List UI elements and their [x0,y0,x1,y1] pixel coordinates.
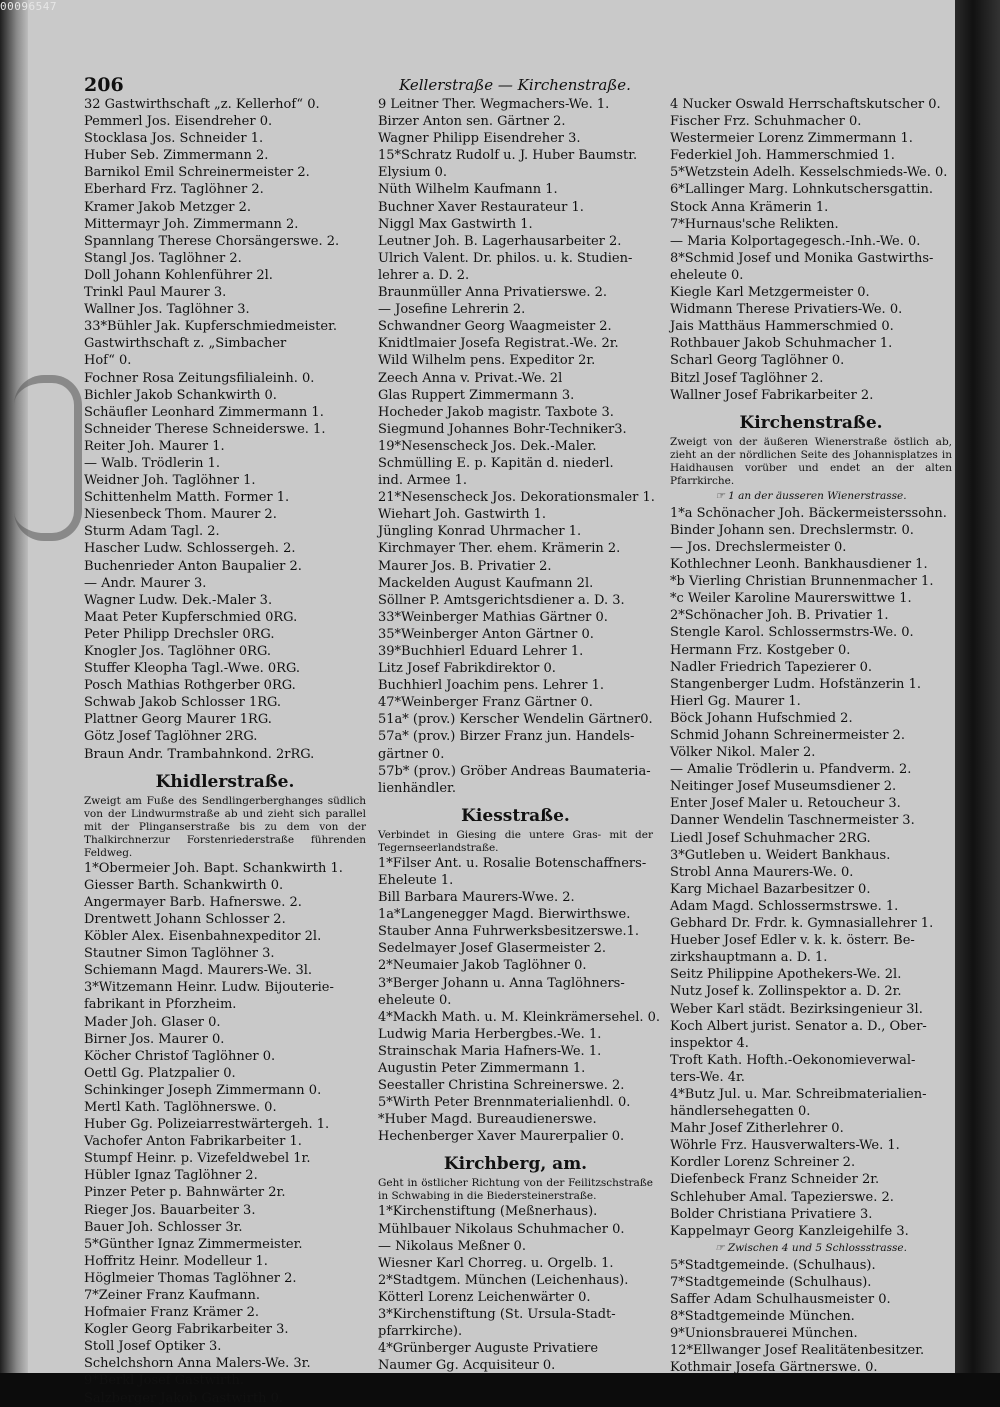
directory-entry: Ludwig Maria Herbergbes.-We. 1. [378,1026,602,1042]
directory-entry: 7*Hurnaus'sche Relikten. [670,216,839,232]
directory-entry: Birner Jos. Maurer 0. [84,1031,225,1047]
directory-entry: Oettl Gg. Platzpalier 0. [84,1065,236,1081]
directory-entry: Augustin Peter Zimmermann 1. [378,1060,586,1076]
directory-entry: Glas Ruppert Zimmermann 3. [378,387,575,403]
section-note: ☞ Zwischen 4 und 5 Schlossstrasse. [715,1241,907,1254]
directory-entry: *Huber Magd. Bureaudienerswe. [378,1112,597,1128]
directory-entry: Weber Karl städt. Bezirksingenieur 3l. [670,1001,923,1017]
directory-entry: eheleute 0. [670,267,744,283]
directory-entry: Kramer Jakob Metzger 2. [84,199,252,215]
street-heading: Kirchenstraße. [739,412,883,433]
directory-entry: Koch Albert jurist. Senator a. D., Ober- [670,1018,927,1034]
directory-entry: Litz Josef Fabrikdirektor 0. [378,661,556,677]
directory-entry: 5*Wetzstein Adelh. Kesselschmieds-We. 0. [670,165,948,181]
directory-entry: Buchner Xaver Restaurateur 1. [378,199,584,215]
directory-entry: Drentwett Johann Schlosser 2. [84,911,286,927]
directory-entry: Strainschak Maria Hafners-We. 1. [378,1043,602,1059]
directory-entry: Schlehuber Amal. Tapezierswe. 2. [670,1189,894,1205]
directory-entry: lienhändler. [378,780,456,796]
directory-entry: Schmülling E. p. Kapitän d. niederl. [378,455,614,471]
directory-entry: Wallner Josef Fabrikarbeiter 2. [670,387,874,403]
directory-entry: Scharl Georg Taglöhner 0. [670,353,845,369]
directory-entry: Hofmaier Franz Krämer 2. [84,1305,260,1321]
directory-entry: *c Weiler Karoline Maurerswittwe 1. [670,591,912,607]
directory-entry: Jais Matthäus Hammerschmied 0. [670,319,894,335]
directory-entry: 4*Grünberger Auguste Privatiere [378,1341,599,1357]
directory-entry: Pinzer Peter p. Bahnwärter 2r. [84,1185,286,1201]
directory-entry: Völker Nikol. Maler 2. [670,745,816,761]
directory-entry: Sturm Adam Tagl. 2. [84,524,220,540]
adjacent-page-edge [955,0,1000,1373]
directory-entry: Wagner Ludw. Dek.-Maler 3. [84,592,273,608]
directory-entry: Federkiel Joh. Hammerschmied 1. [670,148,895,164]
directory-entry: Kappelmayr Georg Kanzleigehilfe 3. [670,1223,909,1239]
directory-entry: 3*Berger Johann u. Anna Taglöhners- [378,975,625,991]
directory-entry: Köcher Christof Taglöhner 0. [84,1048,276,1064]
directory-entry: Liedl Josef Schuhmacher 2RG. [670,830,871,846]
street-description: Zweigt am Fuße des Sendlingerberghanges südlich von der Lindwurmstraße ab und zieht sich parallel mit der Plinganserstraße bis zu dem von der Thalkirchnerzur Forstenriederstraße führenden Feldweg. [84,794,366,859]
directory-entry: Stautner Simon Taglöhner 3. [84,946,275,962]
directory-entry: Niesenbeck Thom. Maurer 2. [84,507,277,523]
directory-entry: Rieger Jos. Bauarbeiter 3. [84,1202,256,1218]
directory-entry: 2*Neumaier Jakob Taglöhner 0. [378,958,587,974]
directory-entry: Naumer Gg. Acquisiteur 0. [378,1358,556,1374]
directory-entry: Schäufler Leonhard Zimmermann 1. [84,404,324,420]
directory-entry: Nadler Friedrich Tapezierer 0. [670,659,872,675]
directory-entry: 6*Lallinger Marg. Lohnkutschersgattin. [670,182,933,198]
directory-entry: Troft Kath. Hofth.-Oekonomieverwal- [670,1052,916,1068]
directory-entry: Eheleute 1. [378,872,454,888]
binder-clip [14,375,82,541]
directory-entry: Knogler Jos. Taglöhner 0RG. [84,644,272,659]
directory-entry: 1*a Schönacher Joh. Bäckermeisterssohn. [670,505,947,521]
directory-entry: Kothlechner Leonh. Bankhausdiener 1. [670,557,928,573]
directory-entry: Mittermayr Joh. Zimmermann 2. [84,216,299,232]
directory-entry: Gastwirthschaft z. „Simbacher [84,336,287,352]
directory-entry: Fochner Rosa Zeitungsfilialeinh. 0. [84,370,315,386]
directory-entry: 1*Filser Ant. u. Rosalie Botenschaffners- [378,855,647,871]
directory-entry: Vachofer Anton Fabrikarbeiter 1. [84,1134,302,1150]
directory-entry: 9*Unionsbrauerei München. [670,1326,858,1342]
directory-entry: Wallner Jos. Taglöhner 3. [84,302,250,318]
directory-entry: 3*Gutleben u. Weidert Bankhaus. [670,847,891,863]
directory-entry: Bitzl Josef Taglöhner 2. [670,370,824,386]
directory-entry: Braunmüller Anna Privatierswe. 2. [378,285,607,301]
directory-entry: Mackelden August Kaufmann 2l. [378,575,594,591]
directory-entry: Danner Wendelin Taschnermeister 3. [670,813,915,829]
directory-entry: Nüth Wilhelm Kaufmann 1. [378,182,558,198]
directory-entry: 47*Weinberger Franz Gärtner 0. [378,695,593,711]
directory-entry: Kothmair Josefa Gärtnerswe. 0. [670,1360,878,1376]
directory-entry: Widmann Therese Privatiers-We. 0. [670,302,903,318]
directory-entry: 8*Stadtgemeinde München. [670,1309,855,1325]
directory-entry: Westermeier Lorenz Zimmermann 1. [670,131,913,147]
directory-entry: Maat Peter Kupferschmied 0RG. [84,609,298,625]
directory-entry: Jüngling Konrad Uhrmacher 1. [378,524,582,540]
directory-entry: Stangenberger Ludm. Hofstänzerin 1. [670,676,921,692]
directory-entry: Gebhard Dr. Frdr. k. Gymnasiallehrer 1. [670,916,934,932]
directory-entry: Barnikol Emil Schreinermeister 2. [84,165,310,181]
directory-entry: Wagner Philipp Eisendreher 3. [378,131,581,147]
directory-entry: 12*Ellwanger Josef Realitätenbesitzer. [670,1343,925,1359]
directory-entry: Rothbauer Jakob Schuhmacher 1. [670,336,893,352]
directory-entry: 33*Bühler Jak. Kupferschmiedmeister. [84,319,337,335]
directory-entry: 19*Nesenscheck Jos. Dek.-Maler. [378,438,597,454]
directory-entry: Kordler Lorenz Schreiner 2. [670,1155,856,1171]
directory-entry: 3*Kirchenstiftung (St. Ursula-Stadt- [378,1307,616,1322]
directory-entry: Diefenbeck Franz Schneider 2r. [670,1172,880,1188]
directory-entry: Böck Johann Hufschmied 2. [670,710,853,726]
directory-entry: händlersehegatten 0. [670,1104,811,1120]
directory-entry: Huber Gg. Polizeiarrestwärtergeh. 1. [84,1117,330,1133]
directory-entry: Stangl Jos. Taglöhner 2. [84,250,242,266]
directory-entry: Bauer Joh. Schlosser 3r. [84,1219,243,1235]
directory-entry: Höglmeier Thomas Taglöhner 2. [84,1270,297,1286]
directory-entry: Strobl Anna Maurers-We. 0. [670,864,854,880]
directory-entry: — Walb. Trödlerin 1. [84,455,221,471]
street-heading: Kiesstraße. [461,805,570,826]
directory-entry: 2*Schönacher Joh. B. Privatier 1. [670,608,889,624]
directory-entry: Huber Seb. Zimmermann 2. [84,148,269,164]
directory-entry: Mader Joh. Glaser 0. [84,1014,221,1030]
directory-entry: Wiesner Karl Chorreg. u. Orgelb. 1. [378,1255,614,1271]
street-description: Verbindet in Giesing die untere Gras- mit der Tegernseerlandstraße. [378,828,653,854]
directory-entry: Schneider Therese Schneiderswe. 1. [84,421,326,437]
directory-entry: — Jos. Drechslermeister 0. [670,539,847,555]
directory-entry: Hocheder Jakob magistr. Taxbote 3. [378,404,614,420]
directory-entry: Stock Anna Krämerin 1. [670,199,829,215]
street-description: Geht in östlicher Richtung von der Feilitzschstraße in Schwabing in die Biedersteinerstraße. [378,1177,653,1203]
directory-entry: 1a*Langenegger Magd. Bierwirthswe. [378,907,631,923]
directory-entry: Ulrich Valent. Dr. philos. u. k. Studien- [378,250,633,266]
directory-entry: Angermayer Barb. Hafnerswe. 2. [84,894,302,910]
directory-entry: inspektor 4. [670,1035,749,1051]
directory-entry: lehrer a. D. 2. [378,267,470,283]
directory-entry: Buchhierl Joachim pens. Lehrer 1. [378,678,605,694]
directory-entry: Hascher Ludw. Schlossergeh. 2. [84,541,296,557]
directory-entry: Wiehart Joh. Gastwirth 1. [378,507,547,523]
book-spine-shadow [0,0,28,1373]
directory-entry: Schinkinger Joseph Zimmermann 0. [84,1082,322,1098]
street-heading: Kirchberg, am. [443,1154,588,1175]
directory-entry: 32 Gastwirthschaft „z. Kellerhof“ 0. [84,97,320,112]
street-heading: Khidlerstraße. [155,771,295,792]
directory-entry: 1*Kirchenstiftung (Meßnerhaus). [378,1204,598,1220]
directory-entry: pfarrkirche). [378,1324,463,1340]
directory-entry: Enter Josef Maler u. Retoucheur 3. [670,796,901,812]
directory-entry: Schelchshorn Anna Malers-We. 3r. [84,1356,311,1372]
street-description: Zweigt von der äußeren Wienerstraße östlich ab, zieht an der nördlichen Seite des Johannisplatzes in Haidhausen vorüber und endet an der alten Pfarrkirche. [670,435,952,487]
column-2 [378,96,661,1374]
directory-entry: Bichler Jakob Schankwirth 0. [84,387,277,403]
directory-entry: Schittenhelm Matth. Former 1. [84,490,290,506]
directory-entry: *b Vierling Christian Brunnenmacher 1. [670,574,934,590]
directory-entry: Maurer Jos. B. Privatier 2. [378,558,552,574]
directory-entry: Stumpf Heinr. p. Vizefeldwebel 1r. [84,1151,311,1167]
directory-entry: Hof“ 0. [84,353,132,369]
directory-entry: Niggl Max Gastwirth 1. [378,216,533,232]
directory-entry: Mahr Josef Zitherlehrer 0. [670,1121,844,1137]
directory-entry: Plattner Georg Maurer 1RG. [84,712,272,728]
directory-entry: 15*Schratz Rudolf u. J. Huber Baumstr. [378,148,638,164]
directory-entry: 3*Witzemann Heinr. Ludw. Bijouterie- [84,980,334,996]
directory-entry: Leutner Joh. B. Lagerhausarbeiter 2. [378,233,622,249]
directory-entry: Wild Wilhelm pens. Expeditor 2r. [378,353,596,369]
directory-entry: Peter Philipp Drechsler 0RG. [84,626,275,642]
directory-entry: Schwandner Georg Waagmeister 2. [378,319,612,335]
directory-entry: — Josefine Lehrerin 2. [378,302,526,318]
directory-entry: Birzer Anton sen. Gärtner 2. [378,114,566,130]
directory-entry: Kogler Georg Fabrikarbeiter 3. [84,1322,289,1338]
section-note: ☞ 1 an der äusseren Wienerstrasse. [715,489,907,502]
directory-entry: 39*Buchhierl Eduard Lehrer 1. [378,644,584,659]
directory-entry: Stengle Karol. Schlossermstrs-We. 0. [670,625,914,641]
directory-entry: Elysium 0. [378,165,448,181]
directory-entry: 7*Stadtgemeinde (Schulhaus). [670,1275,872,1290]
directory-entry: Knidtlmaier Josefa Registrat.-We. 2r. [378,336,619,352]
directory-entry: Fischer Frz. Schuhmacher 0. [670,114,862,130]
directory-entry: 21*Nesenscheck Jos. Dekorationsmaler 1. [378,490,655,506]
directory-entry: Seitz Philippine Apothekers-We. 2l. [670,967,902,983]
directory-entry: Schwab Jakob Schlosser 1RG. [84,695,282,711]
directory-entry: Sedelmayer Josef Glasermeister 2. [378,941,606,957]
directory-entry: Doll Johann Kohlenführer 2l. [84,267,273,283]
directory-entry: Hierl Gg. Maurer 1. [670,693,801,709]
directory-entry: Reiter Joh. Maurer 1. [84,438,225,454]
directory-entry: Seestaller Christina Schreinerswe. 2. [378,1078,625,1094]
directory-entry: Binder Johann sen. Drechslermstr. 0. [670,522,914,538]
directory-entry: 35*Weinberger Anton Gärtner 0. [378,626,594,642]
directory-entry: 8*Schmid Josef und Monika Gastwirths- [670,250,934,266]
directory-entry: 51a* (prov.) Kerscher Wendelin Gärtner0. [378,712,653,728]
directory-entry: Posch Mathias Rothgerber 0RG. [84,678,296,694]
directory-entry: Söllner P. Amtsgerichtsdiener a. D. 3. [378,592,625,608]
directory-entry: Braun Andr. Trambahnkond. 2rRG. [84,746,315,762]
directory-entry: 4*Mackh Math. u. M. Kleinkrämersehel. 0. [378,1009,661,1025]
directory-entry: 7*Zeiner Franz Kaufmann. [84,1288,261,1303]
directory-entry: Eberhard Frz. Taglöhner 2. [84,182,264,198]
directory-entry: gärtner 0. [378,746,445,762]
directory-entry: 5*Wirth Peter Brennmaterialienhdl. 0. [378,1095,631,1111]
directory-entry: Saffer Adam Schulhausmeister 0. [670,1292,891,1308]
directory-entry: Pemmerl Jos. Eisendreher 0. [84,114,273,130]
directory-entry: Bill Barbara Maurers-Wwe. 2. [378,890,575,906]
directory-entry: Karg Michael Bazarbesitzer 0. [670,881,871,897]
directory-entry: — Nikolaus Meßner 0. [378,1238,526,1254]
scan-id: 00096547 [0,0,57,13]
column-3 [670,96,952,1377]
directory-entry: 57b* (prov.) Gröber Andreas Baumateria- [378,763,651,779]
directory-entry: Hechenberger Xaver Maurerpalier 0. [378,1129,625,1145]
running-head: Kellerstraße — Kirchenstraße. [399,76,631,94]
directory-entry: 4*Butz Jul. u. Mar. Schreibmaterialien- [670,1086,927,1102]
directory-entry: Zeech Anna v. Privat.-We. 2l [378,370,563,386]
directory-entry: 9 Leitner Ther. Wegmachers-We. 1. [378,97,610,112]
directory-entry: Hübler Ignaz Taglöhner 2. [84,1168,258,1184]
directory-entry: Schmid Johann Schreinermeister 2. [670,728,905,743]
column-1 [84,96,366,1407]
directory-entry: Nutz Josef k. Zollinspektor a. D. 2r. [670,984,902,1000]
directory-entry: Spannlang Therese Chorsängerswe. 2. [84,233,340,249]
directory-entry: eheleute 0. [378,992,452,1008]
directory-entry: zirkshauptmann a. D. 1. [670,950,828,966]
directory-entry: Adam Magd. Schlossermstrswe. 1. [670,898,899,914]
directory-entry: — Andr. Maurer 3. [84,575,207,591]
directory-entry: Mertl Kath. Taglöhnerswe. 0. [84,1099,277,1115]
directory-entry: Hoffritz Heinr. Modelleur 1. [84,1253,268,1269]
directory-entry: — Amalie Trödlerin u. Pfandverm. 2. [670,762,912,778]
directory-entry: Stoll Josef Optiker 3. [84,1339,222,1355]
directory-entry: 1*Obermeier Joh. Bapt. Schankwirth 1. [84,860,343,876]
directory-entry: 9*Berkl Josef Gastwirth. [84,1373,245,1389]
directory-entry: 5*Günther Ignaz Zimmermeister. [84,1236,303,1252]
directory-entry: 57a* (prov.) Birzer Franz jun. Handels- [378,729,635,745]
directory-entry: Götz Josef Taglöhner 2RG. [84,729,258,745]
page-number: 206 [84,74,124,96]
directory-entry: Buchenrieder Anton Baupalier 2. [84,558,302,574]
directory-entry: 5*Stadtgemeinde. (Schulhaus). [670,1257,876,1273]
directory-entry: Mühlbauer Nikolaus Schuhmacher 0. [378,1221,625,1237]
directory-entry: Kirchmayer Ther. ehem. Krämerin 2. [378,541,621,557]
directory-entry: Neitinger Josef Museumsdiener 2. [670,779,897,795]
directory-entry: ind. Armee 1. [378,473,467,489]
directory-entry: Weidner Joh. Taglöhner 1. [84,473,256,489]
directory-entry: Stuffer Kleopha Tagl.-Wwe. 0RG. [84,661,301,677]
directory-entry: Siegmund Johannes Bohr-Techniker3. [378,421,627,437]
directory-entry: Kiegle Karl Metzgermeister 0. [670,285,870,301]
directory-entry: ters-We. 4r. [670,1069,745,1085]
directory-entry: Köbler Alex. Eisenbahnexpeditor 2l. [84,929,322,945]
directory-entry: Wöhrle Frz. Hausverwalters-We. 1. [670,1138,900,1154]
directory-entry: Schiemann Magd. Maurers-We. 3l. [84,963,313,979]
directory-entry: Hueber Josef Edler v. k. k. österr. Be- [670,933,915,949]
directory-entry: Stocklasa Jos. Schneider 1. [84,131,264,147]
directory-entry: Trinkl Paul Maurer 3. [84,285,227,301]
directory-entry: Salzberger Jakob Gastwirth 0. [84,1390,284,1406]
directory-entry: Stauber Anna Fuhrwerksbesitzerswe.1. [378,924,640,940]
directory-entry: Kötterl Lorenz Leichenwärter 0. [378,1289,591,1305]
directory-entry: 33*Weinberger Mathias Gärtner 0. [378,609,608,625]
directory-entry: Giesser Barth. Schankwirth 0. [84,877,284,893]
directory-entry: — Maria Kolportagegesch.-Inh.-We. 0. [670,233,921,249]
directory-entry: Bolder Christiana Privatiere 3. [670,1206,873,1222]
directory-entry: 2*Stadtgem. München (Leichenhaus). [378,1272,629,1288]
directory-entry: Hermann Frz. Kostgeber 0. [670,642,851,658]
directory-entry: fabrikant in Pforzheim. [84,997,237,1013]
directory-entry: 4 Nucker Oswald Herrschaftskutscher 0. [670,97,941,112]
